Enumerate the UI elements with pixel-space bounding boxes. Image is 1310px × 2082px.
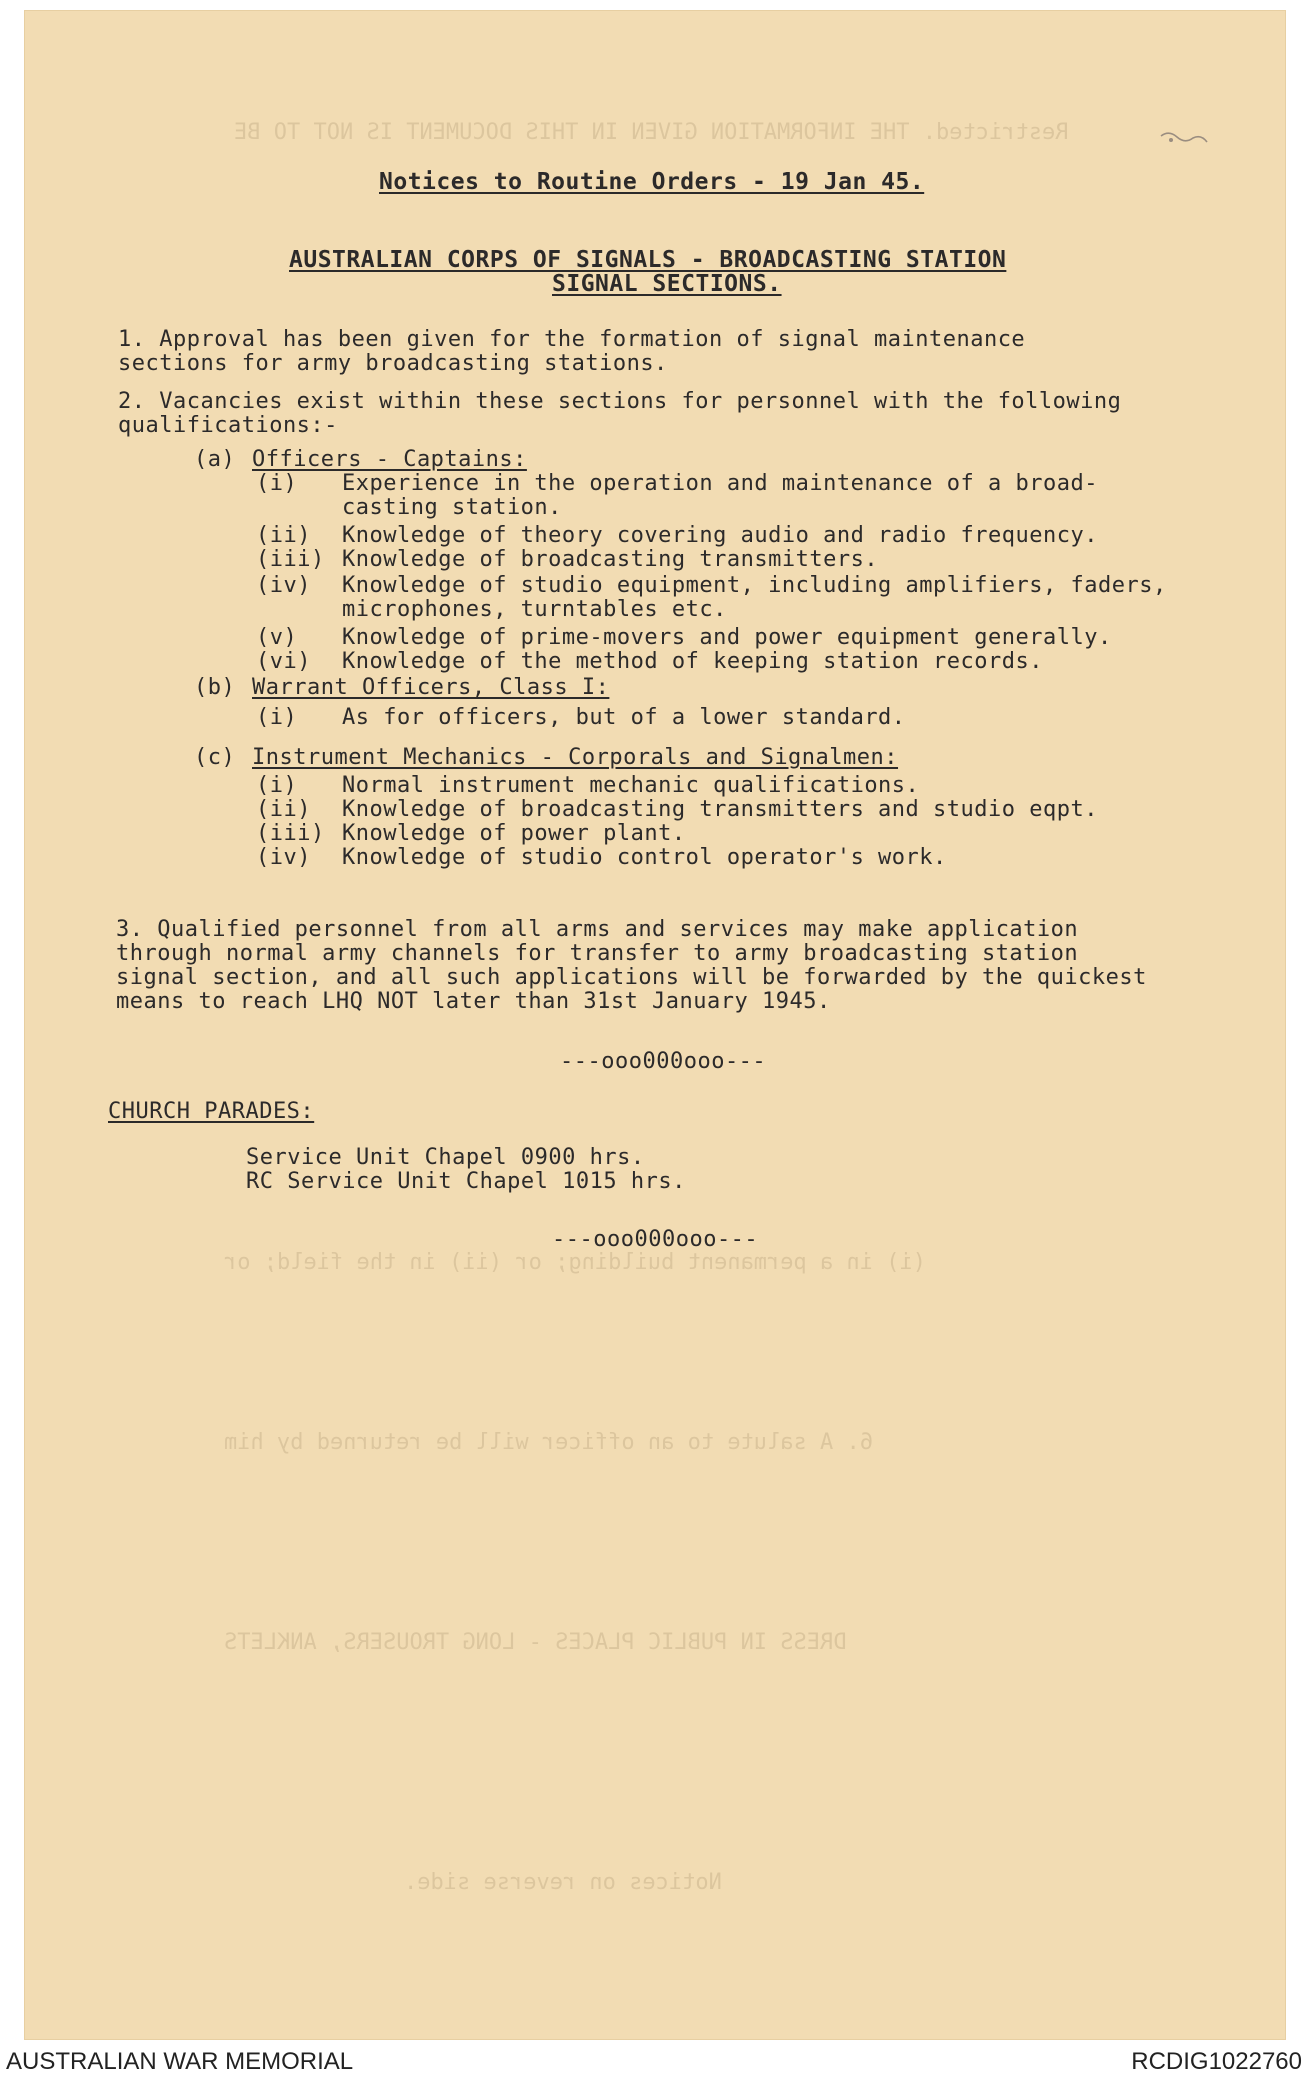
list-item: Knowledge of theory covering audio and radio frequency. xyxy=(342,523,1098,548)
list-item-number: (iv) xyxy=(256,573,311,598)
bleed-through-text: Restricted. THE INFORMATION GIVEN IN THIS DOCUMENT IS NOT TO BE xyxy=(234,120,1069,145)
list-item: Knowledge of broadcasting transmitters and studio eqpt. xyxy=(342,797,1098,822)
list-item: Knowledge of prime-movers and power equipment generally. xyxy=(342,625,1112,650)
section-a-title: Officers - Captains: xyxy=(252,447,527,472)
church-parades-heading: CHURCH PARADES: xyxy=(108,1099,315,1124)
bleed-through-text: 6. A salute to an officer will be returned by him xyxy=(224,1430,874,1455)
church-service-line: Service Unit Chapel 0900 hrs. xyxy=(246,1145,645,1170)
divider: ---ooo000ooo--- xyxy=(560,1049,767,1074)
paragraph-1-line2: sections for army broadcasting stations. xyxy=(118,351,668,376)
bleed-through-text: Notices on reverse side. xyxy=(404,1870,722,1895)
list-item: Knowledge of power plant. xyxy=(342,821,686,846)
list-item-number: (i) xyxy=(256,773,298,798)
list-item-continued: casting station. xyxy=(342,495,562,520)
paragraph-3-line4: means to reach LHQ NOT later than 31st January 1945. xyxy=(116,989,831,1014)
section-title-line1: AUSTRALIAN CORPS OF SIGNALS - BROADCASTING STATION xyxy=(289,247,1007,273)
section-c-title: Instrument Mechanics - Corporals and Signalmen: xyxy=(252,745,899,770)
paragraph-3-line1: 3. Qualified personnel from all arms and services may make application xyxy=(116,917,1079,942)
section-title-line2: SIGNAL SECTIONS. xyxy=(552,271,782,297)
list-item: Experience in the operation and maintenance of a broad- xyxy=(342,471,1098,496)
list-item: Normal instrument mechanic qualifications. xyxy=(342,773,920,798)
page-heading: Notices to Routine Orders - 19 Jan 45. xyxy=(379,169,925,195)
list-item: Knowledge of broadcasting transmitters. xyxy=(342,547,879,572)
section-a-label: (a) xyxy=(194,447,236,472)
list-item: Knowledge of the method of keeping station records. xyxy=(342,649,1044,674)
list-item-number: (iii) xyxy=(256,547,325,572)
church-service-line: RC Service Unit Chapel 1015 hrs. xyxy=(246,1169,686,1194)
footer-institution: AUSTRALIAN WAR MEMORIAL xyxy=(6,2048,354,2075)
list-item-number: (i) xyxy=(256,471,298,496)
paragraph-1-line1: 1. Approval has been given for the formation of signal maintenance xyxy=(118,327,1026,352)
document-page xyxy=(24,10,1286,2040)
list-item-number: (i) xyxy=(256,705,298,730)
list-item: Knowledge of studio control operator's work. xyxy=(342,845,947,870)
bleed-through-text: (i) in a permanent building; or (ii) in the field; or xyxy=(224,1250,926,1275)
ink-mark-icon xyxy=(1159,128,1209,148)
paragraph-2-line2: qualifications:- xyxy=(118,413,338,438)
list-item-number: (v) xyxy=(256,625,298,650)
section-c-label: (c) xyxy=(194,745,236,770)
divider: ---ooo000ooo--- xyxy=(552,1227,759,1252)
paragraph-3-line2: through normal army channels for transfer to army broadcasting station xyxy=(116,941,1079,966)
paragraph-3-line3: signal section, and all such applications will be forwarded by the quickest xyxy=(116,965,1147,990)
paragraph-2-line1: 2. Vacancies exist within these sections for personnel with the following xyxy=(118,389,1122,414)
list-item: As for officers, but of a lower standard. xyxy=(342,705,906,730)
section-b-label: (b) xyxy=(194,675,236,700)
bleed-through-text: DRESS IN PUBLIC PLACES - LONG TROUSERS, ANKLETS xyxy=(224,1630,847,1655)
list-item-number: (ii) xyxy=(256,523,311,548)
list-item: Knowledge of studio equipment, including amplifiers, faders, xyxy=(342,573,1167,598)
list-item-number: (vi) xyxy=(256,649,311,674)
footer-record-id: RCDIG1022760 xyxy=(1131,2048,1302,2075)
list-item-number: (iv) xyxy=(256,845,311,870)
list-item-number: (ii) xyxy=(256,797,311,822)
list-item-number: (iii) xyxy=(256,821,325,846)
list-item-continued: microphones, turntables etc. xyxy=(342,597,727,622)
section-b-title: Warrant Officers, Class I: xyxy=(252,675,610,700)
